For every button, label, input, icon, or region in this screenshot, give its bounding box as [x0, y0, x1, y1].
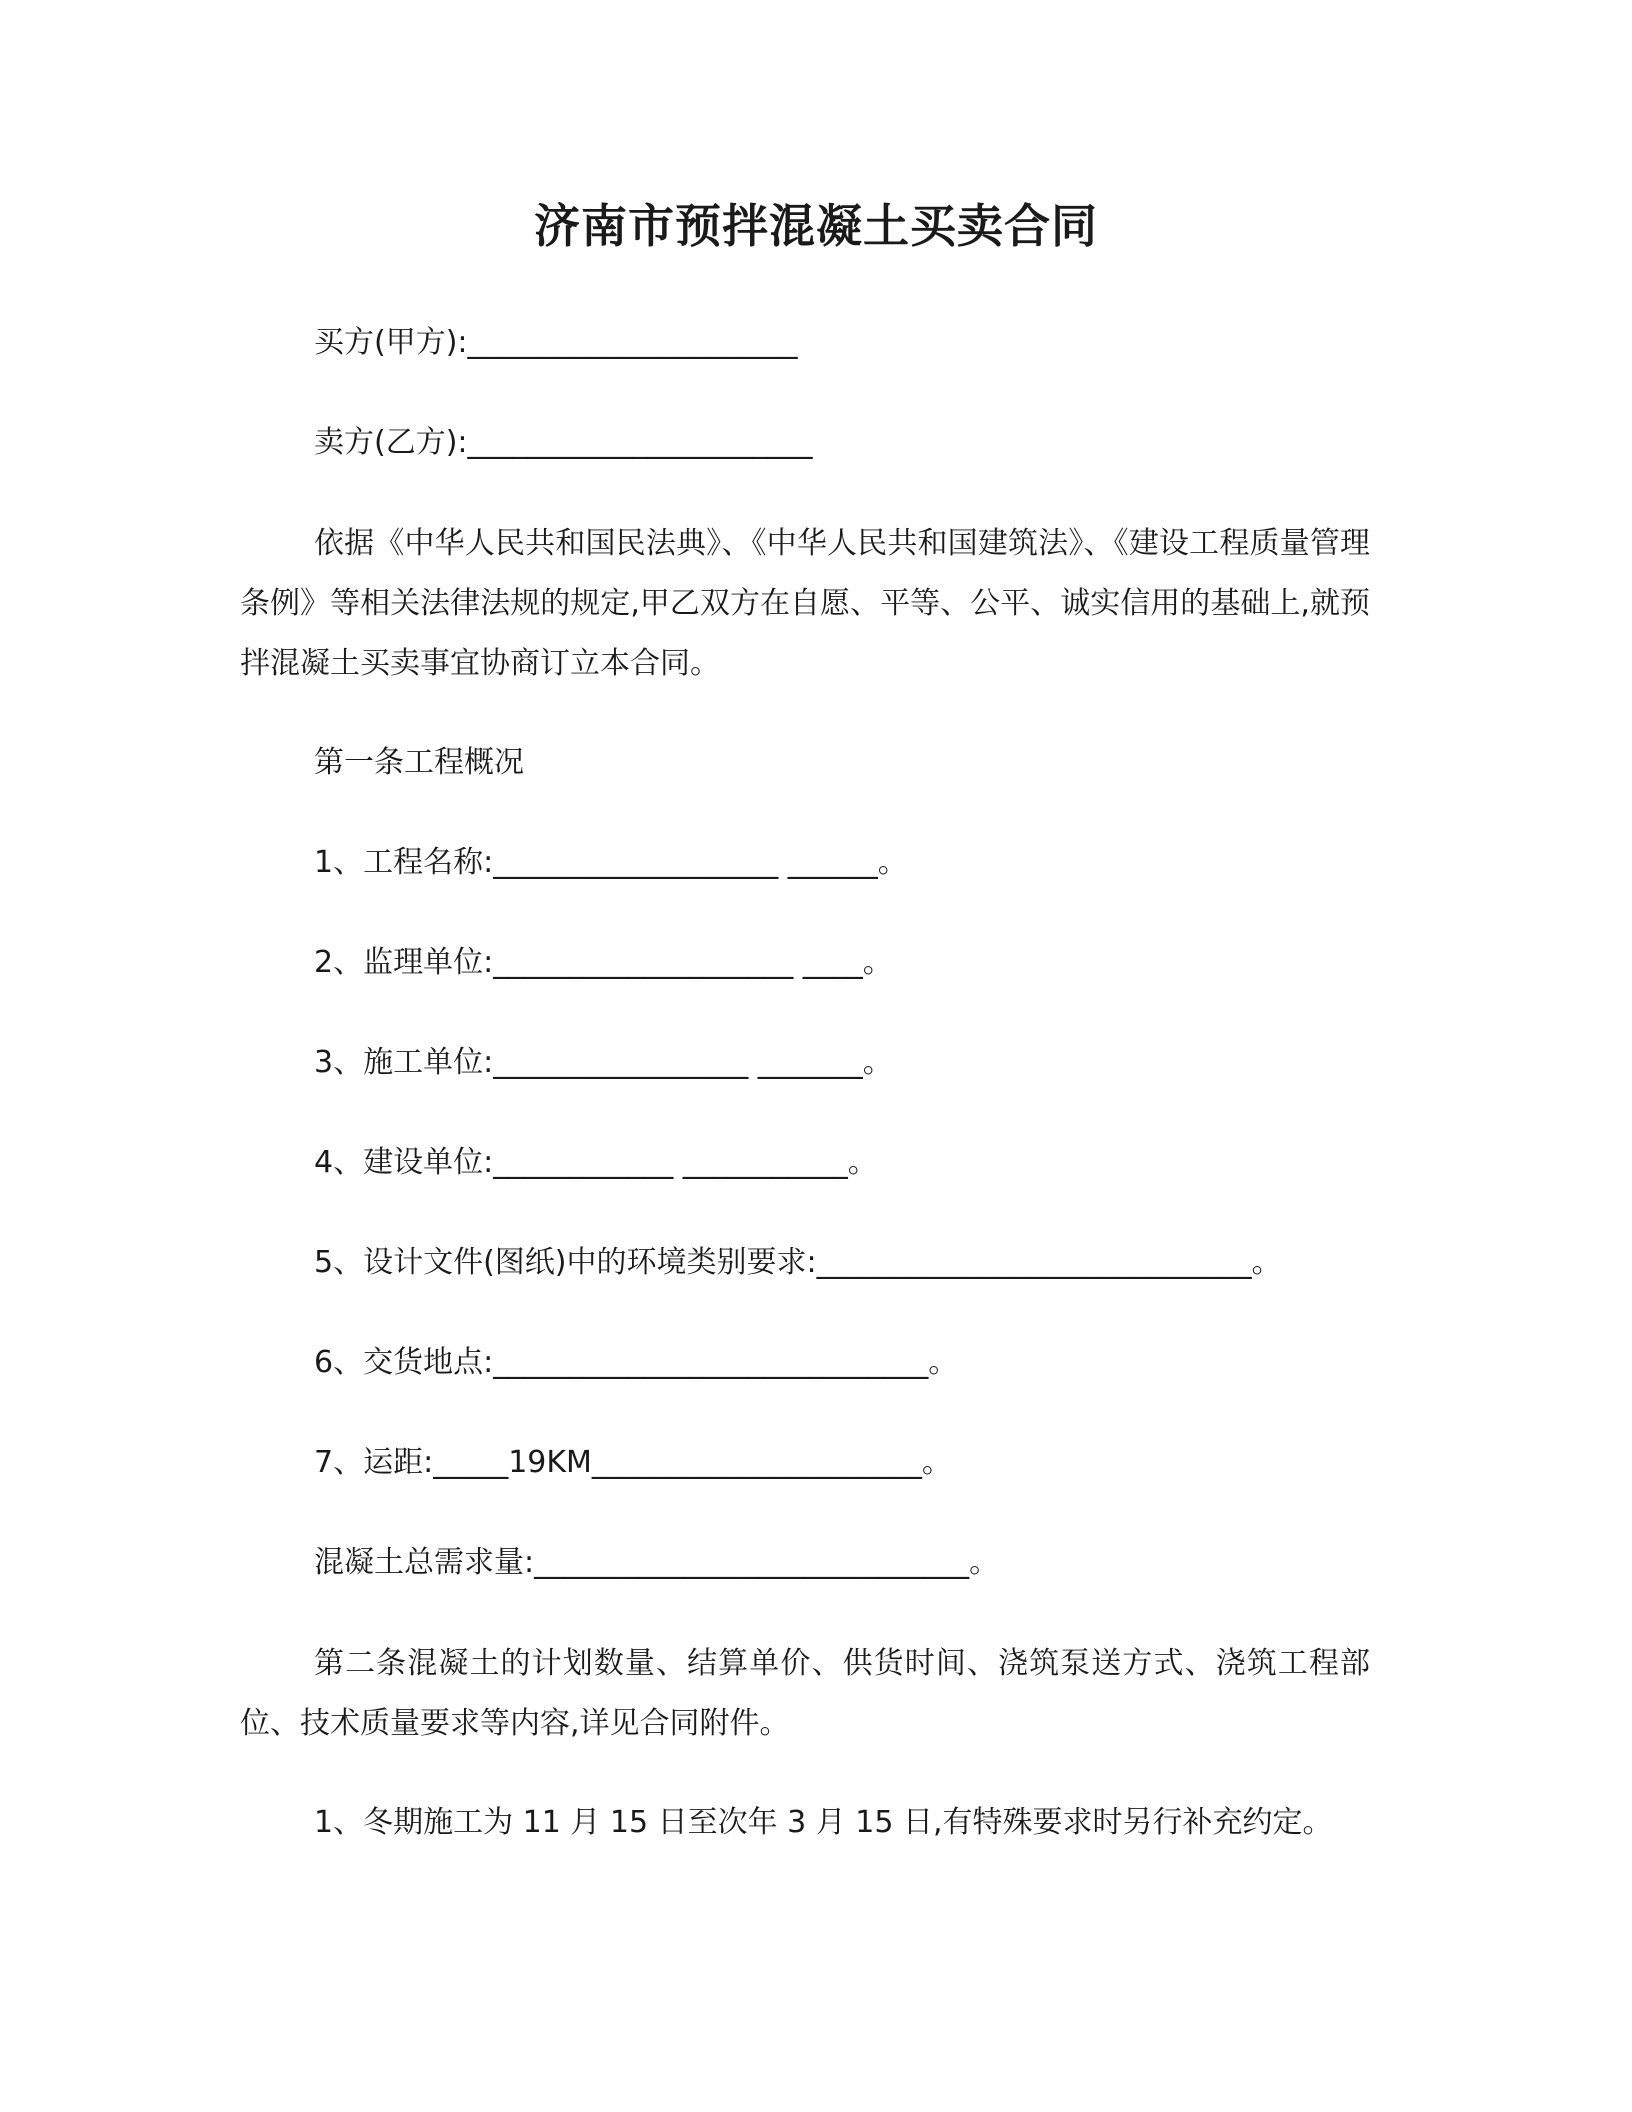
transport-distance-line: 7、运距:_____19KM______________________。	[314, 1445, 952, 1480]
environment-class-line: 5、设计文件(图纸)中的环境类别要求:_____________________________。	[314, 1245, 1282, 1280]
delivery-location-line: 6、交货地点:_____________________________。	[314, 1345, 959, 1380]
construction-unit-line: 3、施工单位:_________________ _______。	[314, 1045, 893, 1080]
supervision-unit-line: 2、监理单位:____________________ ____。	[314, 945, 893, 980]
article2-paragraph: 第二条混凝土的计划数量、结算单价、供货时间、浇筑泵送方式、浇筑工程部位、技术质量要求等内容,详见合同附件。	[240, 1646, 1370, 1741]
document-title: 济南市预拌混凝土买卖合同	[534, 199, 1098, 253]
intro-paragraph: 依据《中华人民共和国民法典》、《中华人民共和国建筑法》、《建设工程质量管理条例》等相关法律法规的规定,甲乙双方在自愿、平等、公平、诚实信用的基础上,就预拌混凝土买卖事宜协商订立本合同。	[240, 526, 1370, 681]
seller-line: 卖方(乙方):_______________________	[314, 425, 813, 460]
winter-construction-line: 1、冬期施工为 11 月 15 日至次年 3 月 15 日,有特殊要求时另行补充约定。	[314, 1805, 1333, 1840]
project-name-line: 1、工程名称:___________________ ______。	[314, 845, 908, 880]
developer-unit-line: 4、建设单位:____________ ___________。	[314, 1145, 878, 1180]
buyer-line: 买方(甲方):______________________	[314, 325, 798, 360]
article1-heading: 第一条工程概况	[314, 745, 524, 780]
total-demand-line: 混凝土总需求量:_____________________________。	[314, 1545, 1000, 1580]
